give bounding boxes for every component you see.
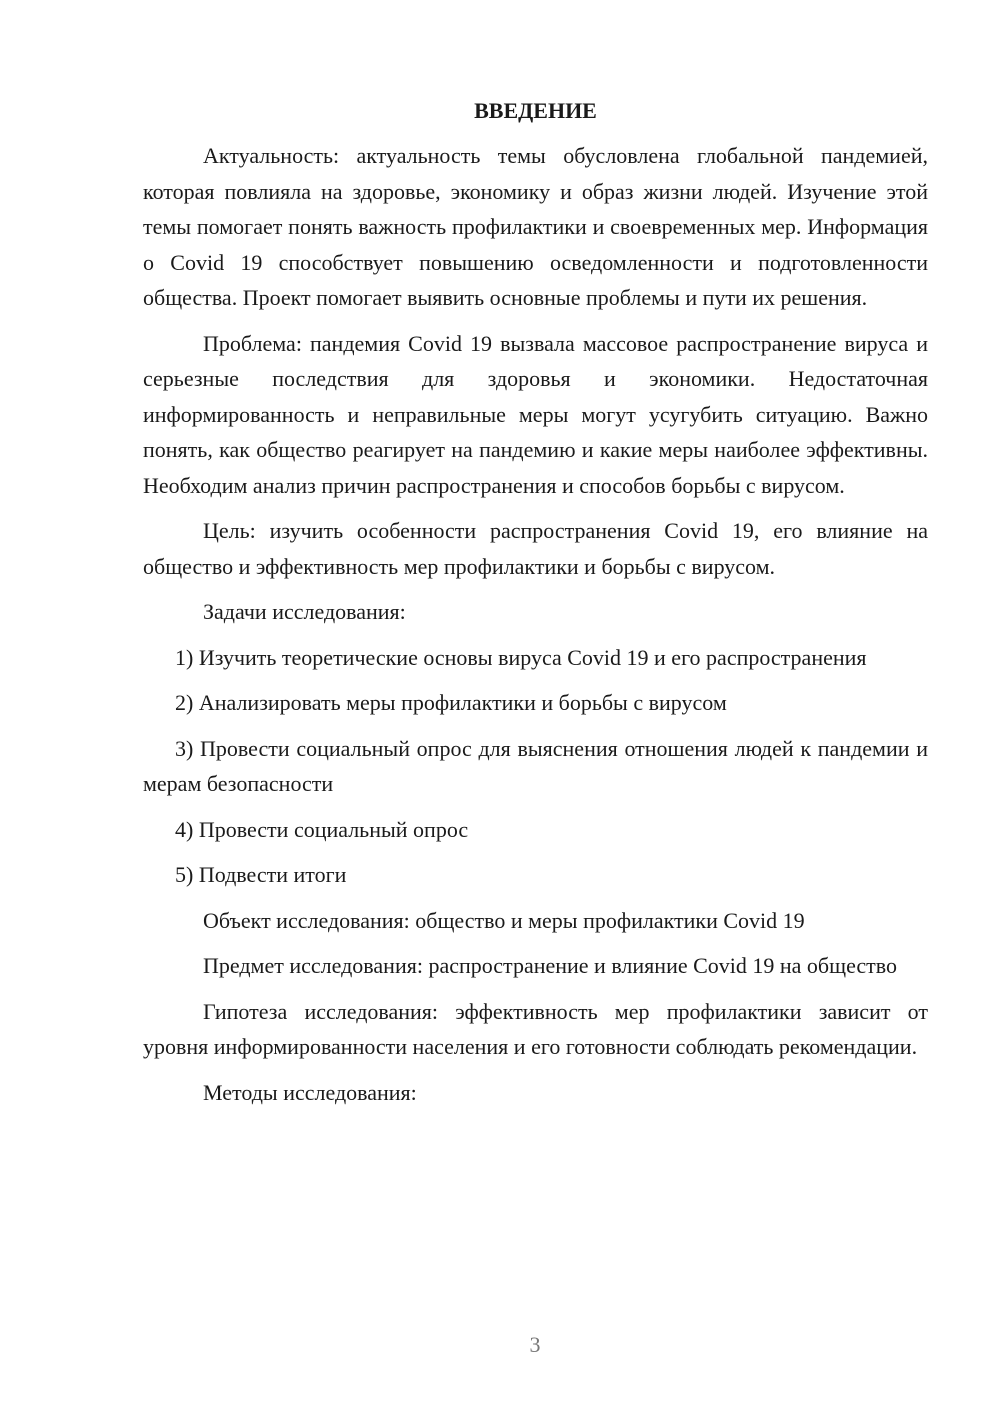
paragraph-methods: Методы исследования: <box>203 1079 417 1105</box>
paragraph-object: Объект исследования: общество и меры профилактики Covid 19 <box>203 907 805 933</box>
task-item-1: 1) Изучить теоретические основы вируса Covid 19 и его распространения <box>175 644 867 670</box>
task-item-2: 2) Анализировать меры профилактики и борьбы с вирусом <box>175 690 727 715</box>
task-item-3: 3) Провести социальный опрос для выяснения отношения людей к пандемии и мерам безопасности <box>143 735 928 796</box>
page-title: ВВЕДЕНИЕ <box>474 98 597 123</box>
page-number: 3 <box>529 1332 541 1357</box>
paragraph-hypothesis: Гипотеза исследования: эффективность мер профилактики зависит от уровня информированности населения и его готовности соблюдать рекомендации. <box>143 998 928 1059</box>
document-page <box>143 93 928 1120</box>
task-item-5: 5) Подвести итоги <box>175 862 347 887</box>
paragraph-subject: Предмет исследования: распространение и влияние Covid 19 на общество <box>203 953 897 978</box>
paragraph-problem: Проблема: пандемия Covid 19 вызвала массовое распространение вируса и серьезные последствия для здоровья и экономики. Недостаточная информированность и неправильные меры могут усугубить ситуацию. Важно понять, как общество реагирует на пандемию и какие меры наиболее эффективны. Необходим анализ причин распространения и способов борьбы с вирусом. <box>143 330 928 498</box>
paragraph-goal: Цель: изучить особенности распространения Covid 19, его влияние на общество и эффективность мер профилактики и борьбы с вирусом. <box>143 518 928 579</box>
task-item-4: 4) Провести социальный опрос <box>175 816 469 842</box>
paragraph-relevance: Актуальность: актуальность темы обусловлена глобальной пандемией, которая повлияла на здоровье, экономику и образ жизни людей. Изучение этой темы помогает понять важность профилактики и своевременных мер. Информация о Covid 19 способствует повышению осведомленности и подготовленности общества. Проект помогает выявить основные проблемы и пути их решения. <box>143 143 928 310</box>
paragraph-tasks-heading: Задачи исследования: <box>203 599 406 624</box>
